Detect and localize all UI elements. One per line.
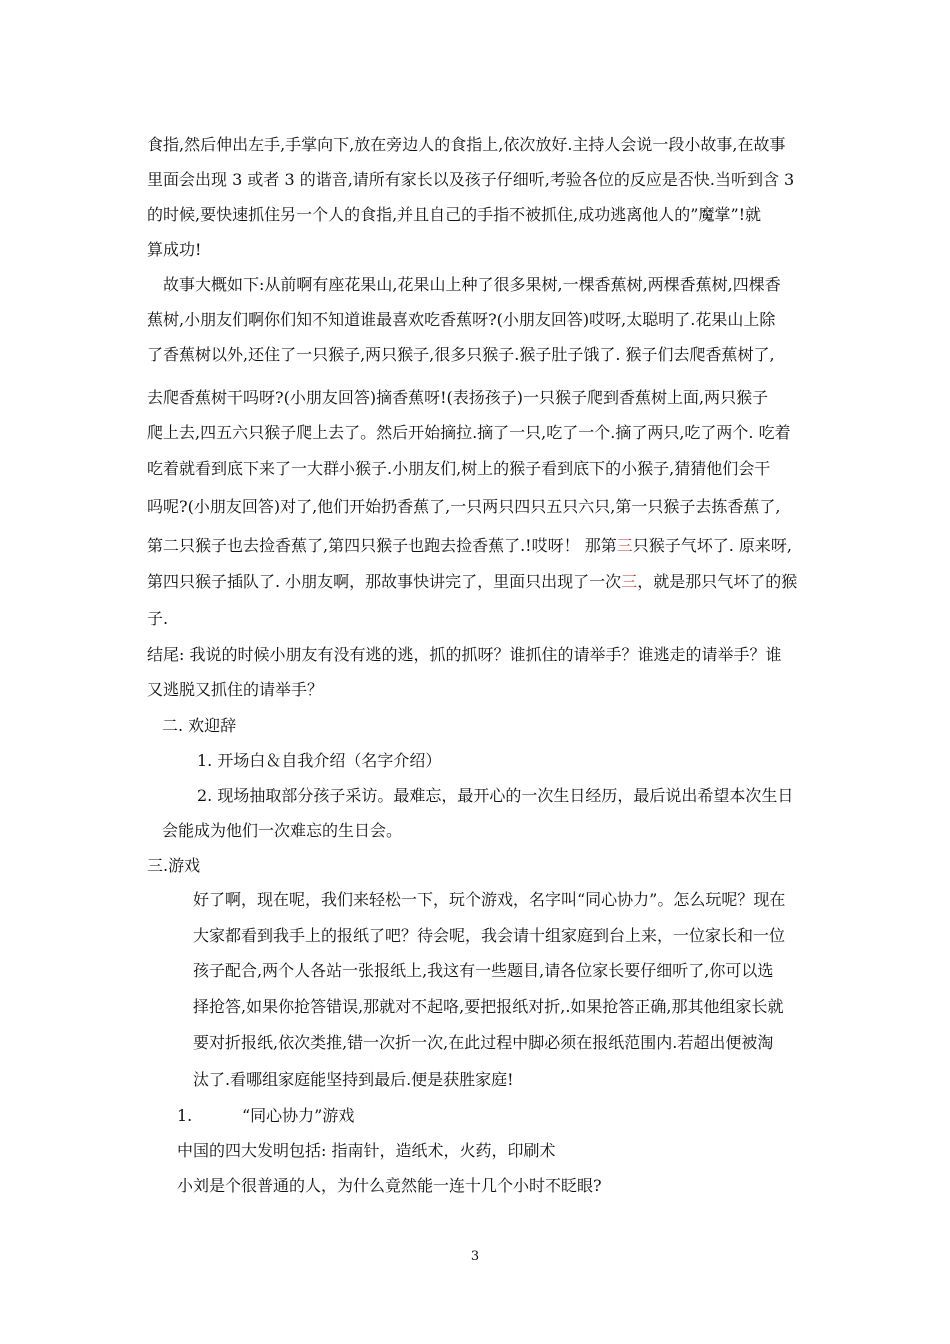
section3-line-2: 大家都看到我手上的报纸了吧？待会呢，我会请十组家庭到台上来，一位家长和一位 — [193, 926, 786, 945]
question-1: 中国的四大发明包括: 指南针，造纸术，火药，印刷术 — [177, 1141, 556, 1160]
section3-line-5: 要对折报纸,依次类推,错一次折一次,在此过程中脚必须在报纸范围内.若超出便被淘 — [193, 1033, 774, 1052]
section2-heading: 二. 欢迎辞 — [162, 716, 237, 735]
story-line-6: 吃着就看到底下来了一大群小猴子.小朋友们,树上的猴子看到底下的小猴子,猜猜他们会干 — [147, 459, 771, 478]
story-line-9-part-b: ，就是那只气坏了的猴 — [637, 572, 798, 591]
section3-line-3: 孩子配合,两个人各站一张报纸上,我这有一些题目,请各位家长要仔细听了,你可以选 — [193, 961, 774, 980]
section2-item-2-line-2: 会能成为他们一次难忘的生日会。 — [162, 821, 403, 840]
story-line-9-part-a: 第四只猴子插队了. 小朋友啊，那故事快讲完了，里面只出现了一次 — [147, 572, 622, 591]
game-title: “同心协力”游戏 — [242, 1106, 355, 1125]
paragraph1-line-3: 的时候,要快速抓住另一个人的食指,并且自己的手指不被抓住,成功逃离他人的”魔掌”!就 — [147, 205, 762, 224]
highlighted-three: 三 — [621, 572, 638, 591]
game-number: 1. — [177, 1106, 193, 1125]
story-line-7: 吗呢?(小朋友回答)对了,他们开始扔香蕉了,一只两只四只五只六只,第一只猴子去拣香蕉了, — [147, 497, 781, 516]
story-line-2: 蕉树,小朋友们啊你们知不知道谁最喜欢吃香蕉呀?(小朋友回答)哎呀,太聪明了.花果山上除 — [147, 310, 776, 329]
section3-heading: 三.游戏 — [147, 856, 201, 875]
page-number: 3 — [470, 1249, 480, 1264]
ending-line-2: 又逃脱又抓住的请举手？ — [147, 680, 324, 699]
paragraph1-line-2: 里面会出现 3 或者 3 的谐音,请所有家长以及孩子仔细听,考验各位的反应是否快.当听到含 3 — [147, 170, 795, 189]
paragraph1-line-4: 算成功! — [147, 240, 202, 259]
story-line-8 — [147, 536, 792, 556]
story-line-3: 了香蕉树以外,还住了一只猴子,两只猴子,很多只猴子.猴子肚子饿了. 猴子们去爬香蕉树了, — [147, 345, 775, 364]
section3-line-4: 择抢答,如果你抢答错误,那就对不起咯,要把报纸对折,.如果抢答正确,那其他组家长就 — [193, 997, 784, 1016]
story-line-8-part-b: 只猴子气坏了. 原来呀, — [632, 536, 792, 555]
section3-line-6: 汰了.看哪组家庭能坚持到最后.便是获胜家庭! — [193, 1070, 514, 1089]
story-line-1: 故事大概如下:从前啊有座花果山,花果山上种了很多果树,一棵香蕉树,两棵香蕉树,四棵香 — [163, 275, 781, 294]
story-line-8-part-a: 第二只猴子也去捡香蕉了,第四只猴子也跑去捡香蕉了.!哎呀！ 那第 — [147, 536, 617, 555]
story-line-4: 去爬香蕉树干吗呀?(小朋友回答)摘香蕉呀!(表扬孩子)一只猴子爬到香蕉树上面,两只猴子 — [147, 388, 769, 407]
ending-line-1: 结尾: 我说的时候小朋友有没有逃的逃，抓的抓呀？谁抓住的请举手？谁逃走的请举手？谁 — [147, 645, 782, 664]
highlighted-three: 三 — [616, 536, 633, 555]
section3-line-1: 好了啊，现在呢，我们来轻松一下，玩个游戏，名字叫“同心协力”。怎么玩呢？现在 — [193, 890, 786, 909]
story-line-9 — [147, 572, 797, 592]
question-2: 小刘是个很普通的人，为什么竟然能一连十几个小时不眨眼? — [177, 1176, 602, 1195]
section2-item-2-line-1: 2. 现场抽取部分孩子采访。最难忘，最开心的一次生日经历，最后说出希望本次生日 — [197, 786, 794, 805]
story-line-5: 爬上去,四五六只猴子爬上去了。然后开始摘拉.摘了一只,吃了一个.摘了两只,吃了两个. 吃着 — [147, 423, 791, 442]
story-line-10: 子. — [147, 609, 169, 628]
paragraph1-line-1: 食指,然后伸出左手,手掌向下,放在旁边人的食指上,依次放好.主持人会说一段小故事,在故事 — [147, 135, 786, 154]
section2-item-1: 1. 开场白＆自我介绍（名字介绍） — [197, 751, 442, 770]
